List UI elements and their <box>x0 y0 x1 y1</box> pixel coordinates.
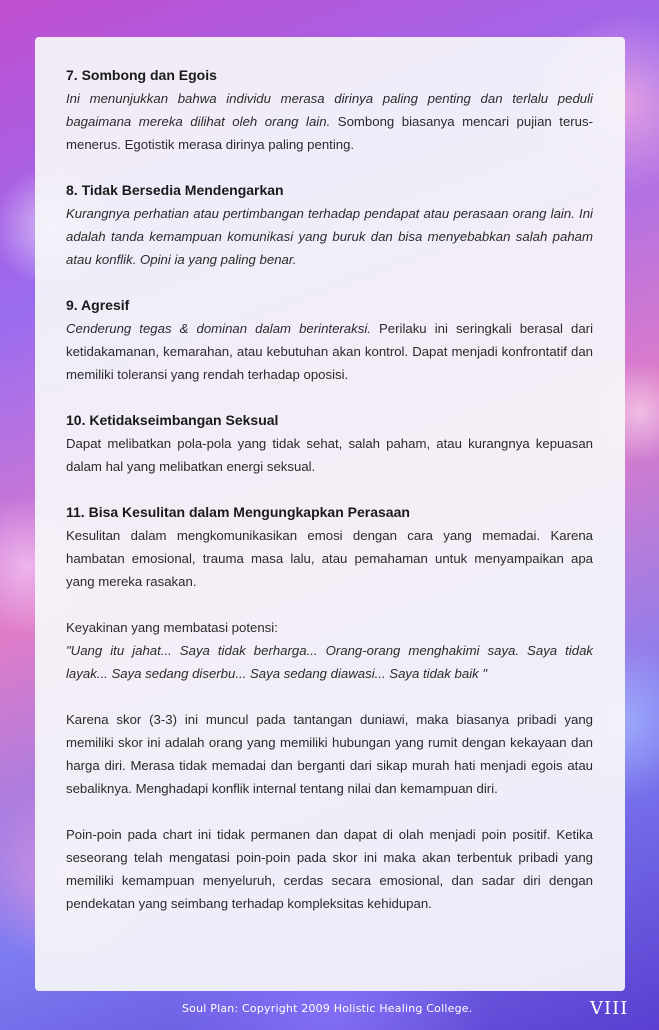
footer <box>0 998 659 1022</box>
section-heading: 8. Tidak Bersedia Mendengarkan <box>66 182 284 198</box>
section-normal-text: Perilaku ini seringkali berasal dari ketidakamanan, kemarahan, atau kebutuhan akan kontrol. Dapat menjadi konfrontatif dan memiliki toleransi yang rendah terhadap oposisi. <box>66 321 594 382</box>
section-heading: 10. Ketidakseimbangan Seksual <box>66 412 279 428</box>
copyright-text: Soul Plan: Copyright 2009 Holistic Healing College. <box>182 1002 473 1015</box>
section-body <box>66 87 593 156</box>
section-body <box>66 202 593 271</box>
section-heading: 9. Agresif <box>66 297 130 313</box>
section-italic-text: Cenderung tegas & dominan dalam berinteraksi. <box>66 321 371 336</box>
section-italic-text: Kurangnya perhatian atau pertimbangan terhadap pendapat atau perasaan orang lain. Ini adalah tanda kemampuan komunikasi yang buruk dan bisa menyebabkan salah paham atau konflik. Opini ia yang paling benar. <box>66 206 593 267</box>
section-body <box>66 317 593 386</box>
section-agresif <box>66 294 593 386</box>
section-italic-text: Ini menunjukkan bahwa individu merasa dirinya paling penting dan terlalu peduli bagaimana mereka dilihat oleh orang lain. <box>66 91 593 129</box>
beliefs-label: Keyakinan yang membatasi potensi: <box>66 620 278 635</box>
section-ketidakseimbangan <box>66 409 593 478</box>
section-kesulitan-perasaan <box>66 501 593 593</box>
section-normal-text: Sombong biasanya mencari pujian terus-menerus. Egotistik merasa dirinya paling penting. <box>66 114 594 152</box>
section-heading: 7. Sombong dan Egois <box>66 67 217 83</box>
section-tidak-mendengarkan <box>66 179 593 271</box>
paragraph-conclusion: Poin-poin pada chart ini tidak permanen dan dapat di olah menjadi poin positif. Ketika seseorang telah mengatasi poin-poin pada skor ini maka akan terbentuk pribadi yang memiliki kemampuan menyeluruh, cerdas secara emosional, dan sadar diri dengan pendekatan yang seimbang terhadap kompleksitas kehidupan. <box>66 827 593 911</box>
beliefs-quote: "Uang itu jahat... Saya tidak berharga... Orang-orang menghakimi saya. Saya tidak layak... Saya sedang diserbu... Saya sedang diawasi... Saya tidak baik " <box>66 643 593 681</box>
page-number: VIII <box>590 998 629 1019</box>
limiting-beliefs <box>66 616 593 685</box>
page-content <box>66 64 593 938</box>
section-sombong <box>66 64 593 156</box>
section-body: Dapat melibatkan pola-pola yang tidak sehat, salah paham, atau kurangnya kepuasan dalam hal yang melibatkan energi seksual. <box>66 436 593 474</box>
content-card <box>35 37 625 991</box>
section-body: Kesulitan dalam mengkomunikasikan emosi dengan cara yang memadai. Karena hambatan emosional, trauma masa lalu, atau pemahaman untuk menyampaikan apa yang mereka rasakan. <box>66 528 593 589</box>
paragraph-score-explanation: Karena skor (3-3) ini muncul pada tantangan duniawi, maka biasanya pribadi yang memiliki skor ini adalah orang yang memiliki hubungan yang rumit dengan kekayaan dan harga diri. Merasa tidak memadai dan berganti dari sikap murah hati menjadi egois atau sebaliknya. Menghadapi konflik internal tentang nilai dan kemampuan diri. <box>66 712 593 796</box>
section-heading: 11. Bisa Kesulitan dalam Mengungkapkan Perasaan <box>66 504 410 520</box>
